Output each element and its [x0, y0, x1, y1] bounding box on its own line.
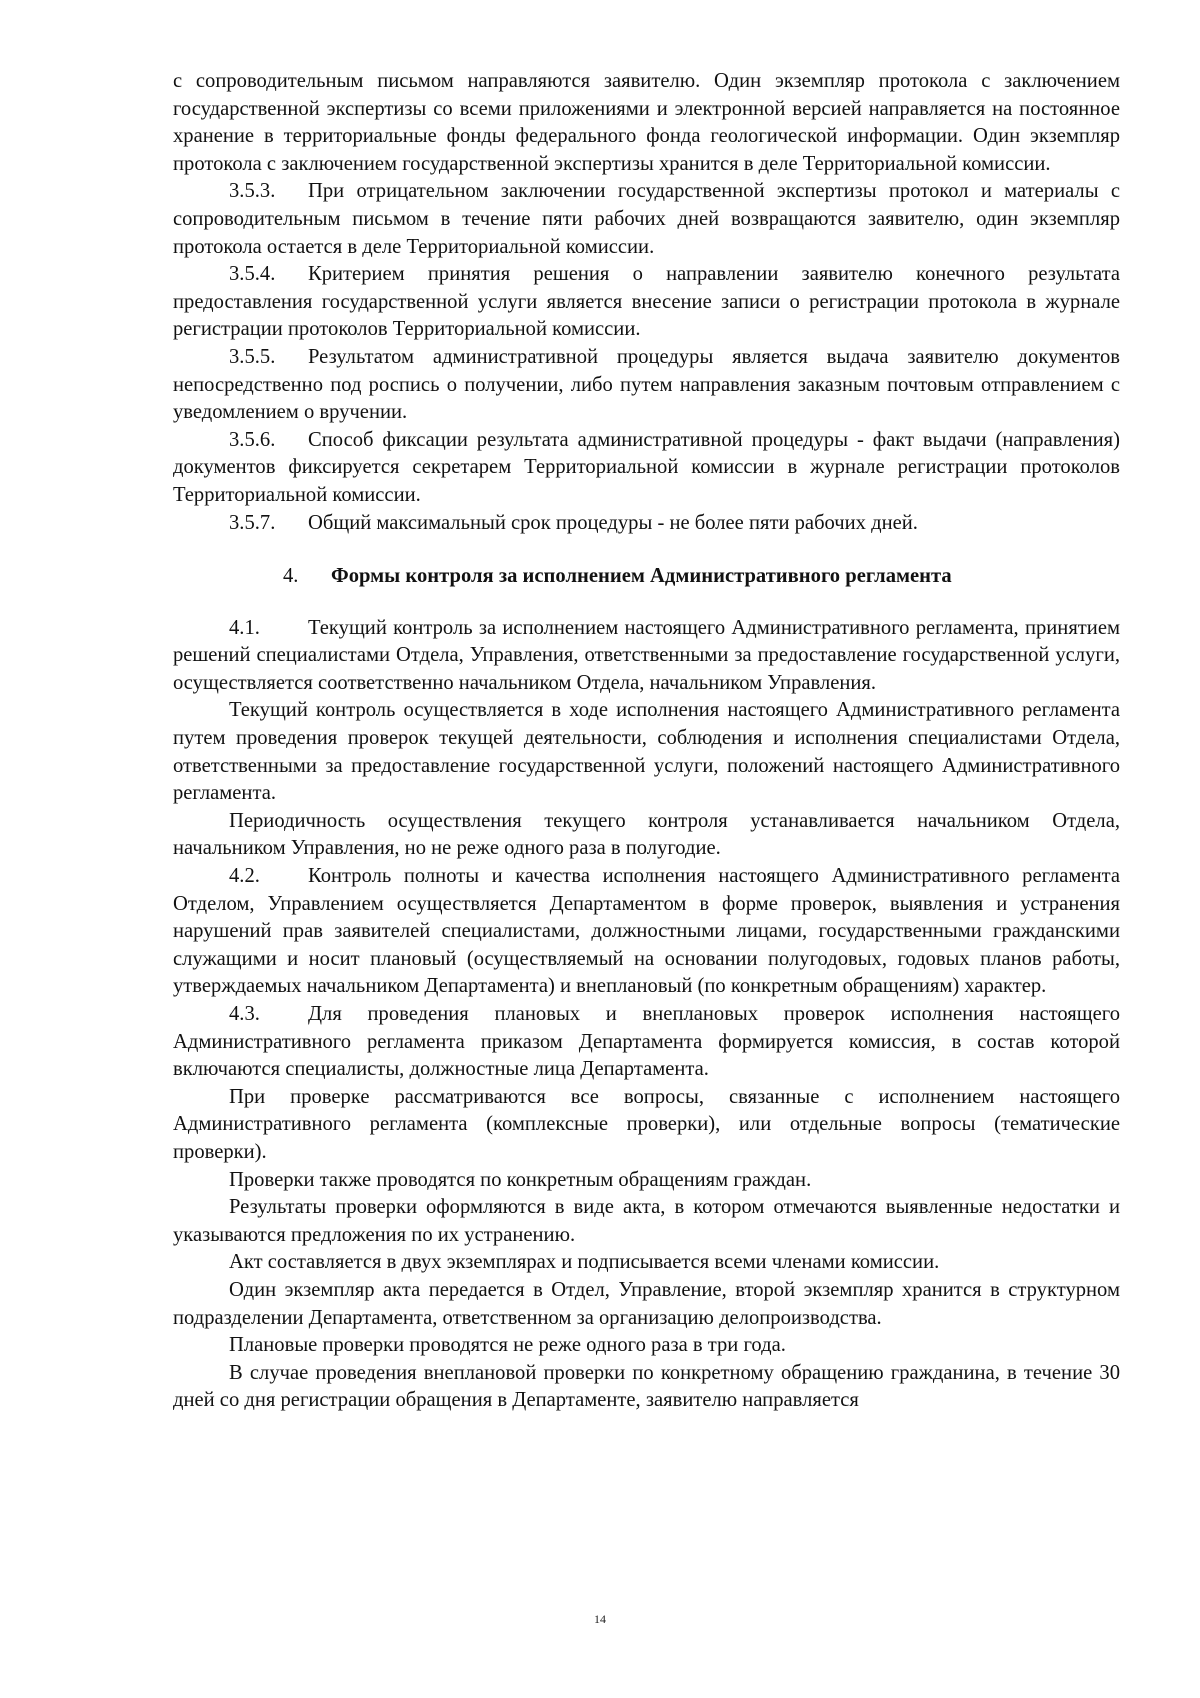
paragraph	[173, 1332, 1120, 1360]
paragraph	[173, 697, 1120, 807]
clause-number: 3.5.7.	[229, 511, 276, 534]
page-number: 14	[594, 1612, 606, 1626]
section-number: 4.	[283, 565, 299, 588]
paragraph-4-2	[173, 863, 1120, 1001]
paragraph-text: Результатом административной процедуры является выдача заявителю документов непосредственно под роспись о получении, либо путем направления заказным почтовым отправлением с уведомлением о вручении.	[173, 345, 1120, 424]
paragraph-text: Текущий контроль осуществляется в ходе исполнения настоящего Административного регламента путем проведения проверок текущей деятельности, соблюдения и исполнения специалистами Отдела, ответственными за предоставление государственной услуги, положений настоящего Административного регламента.	[173, 699, 1120, 805]
clause-number: 4.3.	[229, 1003, 260, 1025]
paragraph-text: Общий максимальный срок процедуры - не более пяти рабочих дней.	[308, 511, 918, 534]
clause-number: 3.5.4.	[229, 263, 276, 286]
paragraph-3-5-4	[173, 261, 1120, 344]
paragraph-continuation	[173, 68, 1120, 178]
clause-number: 4.2.	[229, 865, 260, 888]
paragraph-3-5-5	[173, 344, 1120, 427]
paragraph-text: Для проведения плановых и внеплановых проверок исполнения настоящего Административного регламента приказом Департамента формируется комиссия, в состав которой включаются специалисты, должностные лица Департамента.	[173, 1003, 1120, 1081]
paragraph-4-3	[173, 1001, 1120, 1084]
paragraph-text: Акт составляется в двух экземплярах и подписывается всеми членами комиссии.	[229, 1251, 940, 1274]
paragraph-text: Результаты проверки оформляются в виде акта, в котором отмечаются выявленные недостатки и указываются предложения по их устранению.	[173, 1196, 1120, 1246]
paragraph	[173, 1277, 1120, 1332]
paragraph-text: Один экземпляр акта передается в Отдел, Управление, второй экземпляр хранится в структурном подразделении Департамента, ответственном за организацию делопроизводства.	[173, 1278, 1120, 1329]
paragraph-4-1	[173, 615, 1120, 698]
paragraph-3-5-3	[173, 178, 1120, 261]
paragraph-3-5-7	[173, 510, 1120, 538]
section-heading	[173, 563, 1120, 591]
clause-number: 3.5.3.	[229, 180, 276, 203]
clause-number: 3.5.6.	[229, 428, 276, 451]
paragraph-text: Контроль полноты и качества исполнения настоящего Административного регламента Отделом, Управлением осуществляется Департаментом в форме проверок, выявления и устранения нарушений прав заявителей специалистами, должностными лицами, государственными гражданскими служащими и носит плановый (осуществляемый на основании полугодовых, годовых планов работы, утверждаемых начальником Департамента) и внеплановый (по конкретным обращениям) характер.	[173, 865, 1120, 998]
paragraph	[173, 1194, 1120, 1249]
paragraph-text: Плановые проверки проводятся не реже одного раза в три года.	[229, 1334, 786, 1357]
clause-number: 4.1.	[229, 616, 260, 639]
paragraph-text: Способ фиксации результата административной процедуры - факт выдачи (направления) документов фиксируется секретарем Территориальной комиссии в журнале регистрации протоколов Территориальной комиссии.	[173, 428, 1120, 506]
paragraph	[173, 1084, 1120, 1167]
clause-number: 3.5.5.	[229, 345, 276, 368]
paragraph	[173, 1167, 1120, 1195]
paragraph-text: с сопроводительным письмом направляются заявителю. Один экземпляр протокола с заключением государственной экспертизы со всеми приложениями и электронной версией направляется на постоянное хранение в территориальные фонды федерального фонда геологической информации. Один экземпляр протокола с заключением государственной экспертизы хранится в деле Территориальной комиссии.	[173, 70, 1120, 175]
section-title: Формы контроля за исполнением Административного регламента	[331, 565, 952, 588]
paragraph	[173, 1249, 1120, 1277]
paragraph-text: Критерием принятия решения о направлении заявителю конечного результата предоставления государственной услуги является внесение записи о регистрации протокола в журнале регистрации протоколов Территориальной комиссии.	[173, 263, 1120, 341]
paragraph-text: Проверки также проводятся по конкретным обращениям граждан.	[229, 1168, 812, 1191]
paragraph-text: Текущий контроль за исполнением настоящего Административного регламента, принятием решений специалистами Отдела, Управления, ответственными за предоставление государственной услуги, осуществляется соответственно начальником Отдела, начальником Управления.	[173, 616, 1120, 694]
paragraph	[173, 808, 1120, 863]
paragraph-text: В случае проведения внеплановой проверки по конкретному обращению гражданина, в течение 30 дней со дня регистрации обращения в Департаменте, заявителю направляется	[173, 1361, 1120, 1412]
paragraph-text: Периодичность осуществления текущего контроля устанавливается начальником Отдела, начальником Управления, но не реже одного раза в полугодие.	[173, 809, 1120, 860]
section-paragraphs	[173, 615, 1120, 1415]
document-page	[173, 68, 1120, 1415]
paragraph	[173, 1360, 1120, 1415]
paragraph-3-5-6	[173, 427, 1120, 510]
top-paragraphs	[173, 68, 1120, 537]
paragraph-text: При отрицательном заключении государственной экспертизы протокол и материалы с сопроводительным письмом в течение пяти рабочих дней возвращаются заявителю, один экземпляр протокола остается в деле Территориальной комиссии.	[173, 180, 1120, 258]
paragraph-text: При проверке рассматриваются все вопросы, связанные с исполнением настоящего Административного регламента (комплексные проверки), или отдельные вопросы (тематические проверки).	[173, 1085, 1120, 1163]
